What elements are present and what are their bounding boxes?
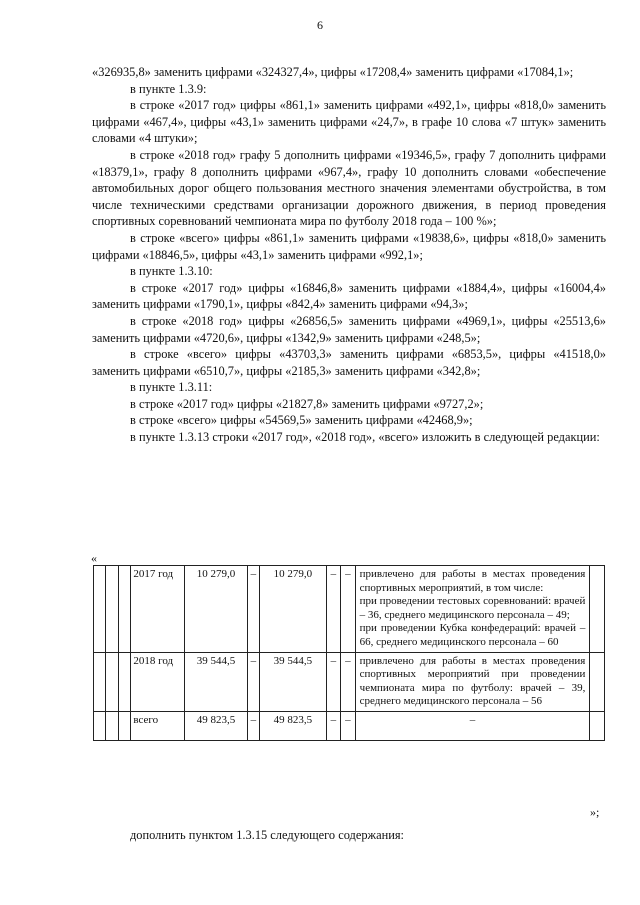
description-cell <box>355 711 590 740</box>
paragraph: в пункте 1.3.13 строки «2017 год», «2018 год», «всего» изложить в следующей редакции: <box>130 430 600 445</box>
paragraph: «326935,8» заменить цифрами «324327,4», цифры «17208,4» заменить цифрами «17084,1»; <box>92 65 574 79</box>
value-cell: 49 823,5 <box>185 711 247 740</box>
description-line: при проведении Кубка конфедераций: врачей – 66, среднего медицинского персонала – 60 <box>359 622 586 648</box>
year-cell: 2017 год <box>131 566 185 653</box>
value-cell: 10 279,0 <box>260 566 326 653</box>
description-line: привлечено для работы в местах проведения спортивных мероприятий, в том числе: <box>359 568 586 594</box>
page-number: 6 <box>317 18 323 32</box>
amendment-table <box>93 565 605 741</box>
dash-cell: – <box>341 711 356 740</box>
description-line: при проведении тестовых соревнований: врачей – 36, среднего медицинского персонала – 49; <box>359 595 586 621</box>
dash-cell: – <box>326 566 341 653</box>
table-row <box>94 652 605 711</box>
body-text <box>92 64 606 446</box>
quote-close: »; <box>590 805 600 819</box>
paragraph: в строке «всего» цифры «861,1» заменить цифрами «19838,6», цифры «818,0» заменить цифрами «18846,5», цифры «43,1» заменить цифрами «992,1»; <box>92 230 606 262</box>
dash-cell: – <box>341 566 356 653</box>
dash-cell: – <box>341 652 356 711</box>
paragraph: в пункте 1.3.11: <box>130 380 213 395</box>
dash-cell: – <box>247 652 259 711</box>
paragraph: в строке «2017 год» цифры «16846,8» заменить цифрами «1884,4», цифры «16004,4» заменить цифрами «1790,1», цифры «842,4» заменить цифрами «94,3»; <box>92 280 606 312</box>
paragraph: в строке «2018 год» цифры «26856,5» заменить цифрами «4969,1», цифры «25513,6» заменить цифрами «4720,6», цифры «1342,9» заменить цифрами «248,5»; <box>92 313 606 345</box>
value-cell: 39 544,5 <box>185 652 247 711</box>
paragraph: в строке «2017 год» цифры «21827,8» заменить цифрами «9727,2»; <box>130 396 484 411</box>
paragraph: в строке «2017 год» цифры «861,1» заменить цифрами «492,1», цифры «818,0» заменить цифрами «467,4», цифры «43,1» заменить цифрами «24,7», в графе 10 слова «7 штук» заменить словами «4 штуки»; <box>92 98 606 146</box>
paragraph: в пункте 1.3.9: <box>130 81 207 96</box>
paragraph: в строке «2018 год» графу 5 дополнить цифрами «19346,5», графу 7 дополнить цифрами «18379,1», графу 8 дополнить цифрами «967,4», графу 10 дополнить словами «обеспечение автомобильных дорог общего пользования местного значения элементами обустройства, в том числе техническими средствами организации дорожного движения, в период проведения спортивных соревнований чемпионата мира по футболу 2018 года – 100 %»; <box>92 147 606 229</box>
value-cell: 10 279,0 <box>185 566 247 653</box>
value-cell: 49 823,5 <box>260 711 326 740</box>
description-line: – <box>469 713 476 726</box>
paragraph: в строке «всего» цифры «43703,3» заменить цифрами «6853,5», цифры «41518,0» заменить цифрами «6510,7», цифры «2185,3» заменить цифрами «342,8»; <box>92 347 606 378</box>
final-line: дополнить пунктом 1.3.15 следующего содержания: <box>130 828 404 842</box>
description-cell <box>355 652 590 711</box>
value-cell: 39 544,5 <box>260 652 326 711</box>
year-cell: 2018 год <box>131 652 185 711</box>
dash-cell: – <box>247 711 259 740</box>
dash-cell: – <box>247 566 259 653</box>
paragraph: в пункте 1.3.10: <box>130 264 213 279</box>
quote-open: « <box>91 551 97 565</box>
year-cell: всего <box>131 711 185 740</box>
paragraph: в строке «всего» цифры «54569,5» заменить цифрами «42468,9»; <box>130 413 473 428</box>
dash-cell: – <box>326 711 341 740</box>
description-cell <box>355 566 590 653</box>
dash-cell: – <box>326 652 341 711</box>
table-row <box>94 711 605 740</box>
table-row <box>94 566 605 653</box>
description-line: привлечено для работы в местах проведения спортивных мероприятий при проведении чемпионата мира по футболу: врачей – 39, среднего медицинского персонала – 56 <box>359 654 586 708</box>
